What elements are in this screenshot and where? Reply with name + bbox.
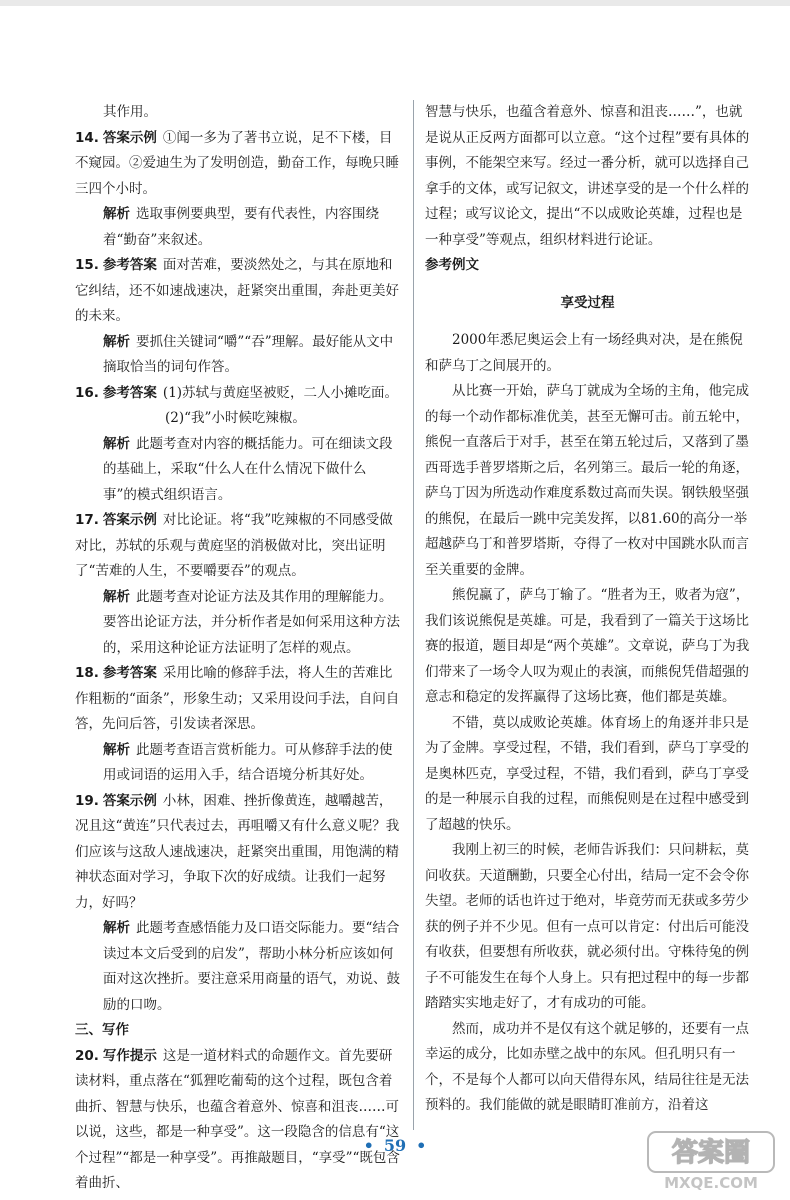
analysis-text: 此题考查对论证方法及其作用的理解能力。要答出论证方法，并分析作者是如何采用这种方法的，采用这种论证方法证明了怎样的观点。: [103, 588, 400, 656]
dot-decoration-icon: •: [363, 1136, 374, 1155]
item-number: 20.: [75, 1047, 99, 1064]
analysis-text: 要抓住关键词“嚼”“吞”理解。最好能从文中摘取恰当的词句作答。: [103, 333, 394, 375]
essay-title: 享受过程: [560, 294, 615, 311]
item-label: 答案示例: [102, 512, 157, 528]
essay-paragraph: 我刚上初三的时候，老师告诉我们：只问耕耘，莫问收获。天道酬勤，只要全心付出，结局一定不会令你失望。老师的话也许过于绝对，毕竟劳而无获或多劳少获的例子并不少见。但有一点可以肯定：付出后可能没有收获，但要想有所收获，就必须付出。守株待兔的例子不可能发生在每个人身上。只有把过程中的每一步都踏踏实实地走好了，才有成功的可能。: [425, 842, 749, 1011]
item-number: 19.: [75, 792, 99, 809]
continued-line: 其作用。: [103, 104, 157, 120]
item-label: 参考答案: [102, 384, 157, 401]
item-18-analysis: [75, 738, 400, 789]
svg-text:答案圈: 答案圈: [671, 1138, 751, 1168]
analysis-text: 此题考查感悟能力及口语交际能力。要“结合读过本文后受到的启发”，帮助小林分析应该如何面对这次挫折。要注意采用商量的语气，劝说、鼓励的口吻。: [103, 920, 400, 1013]
item-label: 参考答案: [102, 665, 157, 681]
essay-paragraph: 2000年悉尼奥运会上有一场经典对决，是在熊倪和萨乌丁之间展开的。: [425, 332, 743, 374]
item-number: 17.: [75, 512, 99, 528]
item-number: 14.: [75, 129, 99, 146]
essay-paragraph: 熊倪赢了，萨乌丁输了。“胜者为王，败者为寇”，我们该说熊倪是英雄。可是，我看到了一篇关于这场比赛的报道，题目却是“两个英雄”。文章说，萨乌丁为我们带来了一场令人叹为观止的表演，而熊倪凭借超强的意志和稳定的发挥赢得了这场比赛，他们都是英雄。: [425, 587, 750, 705]
item-17-answer: [75, 508, 400, 585]
item-text: 对比论证。将“我”吃辣椒的不同感受做对比，苏轼的乐观与黄庭坚的消极做对比，突出证明了“苦难的人生，不要嚼要吞”的观点。: [75, 512, 393, 579]
item-text: (1)苏轼与黄庭坚被贬，二人小摊吃面。: [162, 384, 399, 401]
item-15-answer: [75, 253, 400, 330]
item-text: 小林，困难、挫折像黄连，越嚼越苦，况且这“黄连”只代表过去，再咀嚼又有什么意义呢？我们应该与这敌人速战速决，赶紧突出重围，用饱满的精神状态面对学习，争取下次的好成绩。让我们一起努力，好吗？: [75, 792, 400, 911]
essay-paragraph: 不错，莫以成败论英雄。体育场上的角逐并非只是为了金牌。享受过程，不错，我们看到，萨乌丁享受的是奥林匹克，享受过程，不错，我们看到，萨乌丁享受的是一种展示自我的过程，而熊倪则是在过程中感受到了超越的快乐。: [425, 714, 749, 833]
analysis-label: 解析: [103, 741, 130, 758]
reference-essay-heading: 参考例文: [425, 257, 479, 273]
item-19-answer: [75, 789, 400, 917]
item-17-analysis: [75, 585, 400, 662]
item-label: 答案示例: [102, 792, 157, 809]
right-column: [425, 100, 750, 1119]
watermark-logo-icon: [646, 1130, 776, 1192]
item-number: 18.: [75, 665, 99, 681]
analysis-text: 此题考查语言赏析能力。可从修辞手法的使用或词语的运用入手，结合语境分析其好处。: [103, 741, 393, 783]
analysis-label: 解析: [103, 920, 130, 936]
analysis-label: 解析: [103, 588, 130, 605]
item-16-analysis: [75, 432, 400, 509]
section-heading-writing: 三、写作: [75, 1022, 129, 1038]
analysis-text: 选取事例要典型，要有代表性，内容围绕着“勤奋”来叙述。: [103, 206, 379, 248]
item-20-writing-tip: [75, 1044, 400, 1197]
item-label: 参考答案: [102, 257, 157, 273]
analysis-label: 解析: [103, 333, 130, 350]
top-scan-strip: [0, 0, 790, 6]
item-14-answer: [75, 126, 400, 203]
item-label: 答案示例: [102, 129, 157, 146]
item-16-answer-part2: (2)“我”小时候吃辣椒。: [165, 410, 306, 426]
essay-paragraph: 从比赛一开始，萨乌丁就成为全场的主角，他完成的每一个动作都标准优美，甚至无懈可击。前五轮中，熊倪一直落后于对手，甚至在第五轮过后，又落到了墨西哥选手普罗塔斯之后，名列第三。最后一轮的角逐，萨乌丁因为所选动作难度系数过高而失误。钢铁般坚强的熊倪，在最后一跳中完美发挥，以81.60的高分一举超越萨乌丁和普罗塔斯，夺得了一枚对中国跳水队而言至关重要的金牌。: [425, 383, 749, 578]
dot-decoration-icon: •: [416, 1136, 427, 1155]
item-18-answer: [75, 661, 400, 738]
page-number-text: 59: [383, 1136, 407, 1155]
analysis-label: 解析: [103, 206, 130, 222]
item-text: 这是一道材料式的命题作文。首先要研读材料，重点落在“狐狸吃葡萄的这个过程，既包含着曲折、智慧与快乐，也蕴含着意外、惊喜和沮丧……可以说，这些，都是一种享受”。这一段隐含的信息有“这个过程”“都是一种享受”。再推敲题目，“享受”“既包含着曲折、: [75, 1047, 400, 1191]
item-label: 写作提示: [102, 1047, 157, 1064]
analysis-text: 此题考查对内容的概括能力。可在细读文段的基础上，采取“什么人在什么情况下做什么事”的模式组织语言。: [103, 435, 393, 503]
item-16-answer: [75, 381, 400, 407]
svg-text:MXQE.COM: MXQE.COM: [664, 1174, 758, 1192]
item-number: 16.: [75, 384, 99, 401]
item-15-analysis: [75, 330, 400, 381]
item-text: 采用比喻的修辞手法，将人生的苦难比作粗粝的“面条”，形象生动；又采用设问手法，自问自答，先问后答，引发读者深思。: [75, 665, 400, 732]
item-19-analysis: [75, 916, 400, 1018]
item-14-analysis: [75, 202, 400, 253]
item-text: ①闻一多为了著书立说，足不下楼，目不窥园。②爱迪生为了发明创造，勤奋工作，每晚只睡三四个小时。: [75, 129, 399, 197]
analysis-label: 解析: [103, 435, 130, 452]
item-text: 面对苦难，要淡然处之，与其在原地和它纠结，还不如速战速决，赶紧突出重围，奔赴更美好的未来。: [75, 257, 399, 324]
item-number: 15.: [75, 257, 99, 273]
essay-paragraph: 然而，成功并不是仅有这个就足够的，还要有一点幸运的成分，比如赤壁之战中的东风。但孔明只有一个，不是每个人都可以向天借得东风，结局往往是无法预料的。我们能做的就是眼睛盯准前方，沿着这: [425, 1020, 749, 1113]
left-column: [75, 100, 400, 1197]
writing-tip-continued: 智慧与快乐，也蕴含着意外、惊喜和沮丧……”，也就是说从正反两方面都可以立意。“这个过程”要有具体的事例，不能架空来写。经过一番分析，就可以选择自己拿手的文体，或写记叙文，讲述享受的是一个什么样的过程；或写议论文，提出“不以成败论英雄，过程也是一种享受”等观点，组织材料进行论证。: [425, 104, 750, 248]
column-divider: [413, 100, 414, 1130]
